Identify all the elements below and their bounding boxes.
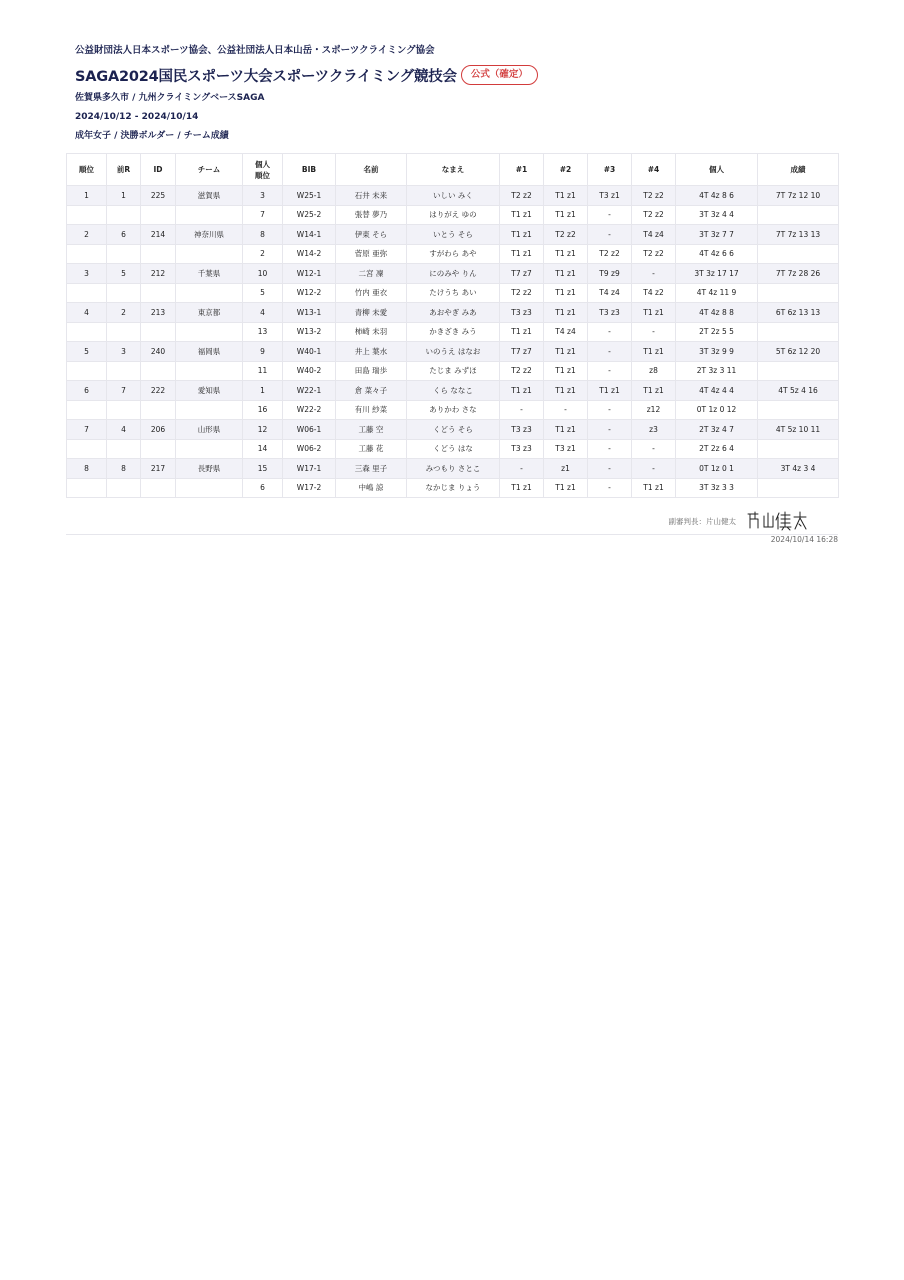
kana-cell: たけうち あい	[407, 283, 500, 303]
problem-4-cell: T2 z2	[632, 186, 676, 206]
name-cell: 井上 葉水	[336, 342, 407, 362]
problem-1-cell: T1 z1	[500, 225, 544, 245]
problem-4-cell: T1 z1	[632, 381, 676, 401]
problem-3-cell: -	[588, 420, 632, 440]
table-row	[67, 342, 839, 362]
name-cell: 柿崎 未羽	[336, 322, 407, 342]
prev-rank-cell	[107, 322, 141, 342]
rank-cell	[67, 283, 107, 303]
id-cell	[141, 244, 176, 264]
kana-cell: あおやぎ みあ	[407, 303, 500, 323]
bib-cell: W12-1	[283, 264, 336, 284]
problem-2-cell: T1 z1	[544, 303, 588, 323]
individual-score-cell: 2T 3z 4 7	[676, 420, 758, 440]
problem-1-cell: -	[500, 400, 544, 420]
team-cell: 愛知県	[176, 381, 243, 401]
table-row	[67, 186, 839, 206]
title-row	[75, 64, 855, 86]
rank-cell	[67, 361, 107, 381]
team-cell	[176, 322, 243, 342]
individual-rank-cell: 16	[243, 400, 283, 420]
name-cell: 張替 夢乃	[336, 205, 407, 225]
kana-cell: みつもり さとこ	[407, 459, 500, 479]
team-result-cell	[758, 322, 839, 342]
team-cell	[176, 478, 243, 498]
team-cell	[176, 361, 243, 381]
id-cell	[141, 439, 176, 459]
table-row	[67, 478, 839, 498]
individual-score-cell: 2T 2z 6 4	[676, 439, 758, 459]
prev-rank-cell: 1	[107, 186, 141, 206]
venue-line: 佐賀県多久市 / 九州クライミングベースSAGA	[75, 93, 265, 103]
bib-cell: W25-1	[283, 186, 336, 206]
problem-2-cell: T3 z1	[544, 439, 588, 459]
problem-2-cell: -	[544, 400, 588, 420]
team-result-cell	[758, 283, 839, 303]
rank-cell: 1	[67, 186, 107, 206]
team-cell: 福岡県	[176, 342, 243, 362]
individual-rank-cell: 13	[243, 322, 283, 342]
organizers-line: 公益財団法人日本スポーツ協会、公益社団法人日本山岳・スポーツクライミング協会	[75, 45, 435, 56]
kana-cell: たじま みずほ	[407, 361, 500, 381]
problem-2-cell: T4 z4	[544, 322, 588, 342]
individual-rank-cell: 9	[243, 342, 283, 362]
individual-rank-cell: 14	[243, 439, 283, 459]
col-problem-4: #4	[632, 154, 676, 186]
problem-3-cell: -	[588, 478, 632, 498]
rank-cell: 2	[67, 225, 107, 245]
problem-2-cell: T1 z1	[544, 420, 588, 440]
prev-rank-cell: 3	[107, 342, 141, 362]
prev-rank-cell	[107, 439, 141, 459]
table-header-row	[67, 154, 839, 186]
col-bib: BIB	[283, 154, 336, 186]
team-result-cell: 7T 7z 28 26	[758, 264, 839, 284]
problem-3-cell: T1 z1	[588, 381, 632, 401]
team-cell: 東京都	[176, 303, 243, 323]
prev-rank-cell: 2	[107, 303, 141, 323]
prev-rank-cell: 6	[107, 225, 141, 245]
team-result-cell	[758, 205, 839, 225]
team-cell: 滋賀県	[176, 186, 243, 206]
problem-4-cell: z8	[632, 361, 676, 381]
bib-cell: W17-1	[283, 459, 336, 479]
name-cell: 菅原 亜弥	[336, 244, 407, 264]
individual-rank-cell: 15	[243, 459, 283, 479]
team-result-cell	[758, 361, 839, 381]
id-cell: 213	[141, 303, 176, 323]
col-individual-rank-line2: 順位	[255, 170, 270, 180]
team-cell: 千葉県	[176, 264, 243, 284]
problem-1-cell: T1 z1	[500, 205, 544, 225]
individual-score-cell: 2T 3z 3 11	[676, 361, 758, 381]
name-cell: 倉 菜々子	[336, 381, 407, 401]
problem-3-cell: -	[588, 439, 632, 459]
problem-4-cell: z3	[632, 420, 676, 440]
problem-2-cell: T1 z1	[544, 186, 588, 206]
category-line: 成年女子 / 決勝ボルダー / チーム成績	[75, 131, 229, 141]
prev-rank-cell	[107, 205, 141, 225]
problem-3-cell: -	[588, 400, 632, 420]
team-result-cell	[758, 244, 839, 264]
bib-cell: W17-2	[283, 478, 336, 498]
problem-1-cell: T1 z1	[500, 478, 544, 498]
problem-4-cell: -	[632, 322, 676, 342]
team-cell	[176, 439, 243, 459]
individual-rank-cell: 3	[243, 186, 283, 206]
kana-cell: すがわら あや	[407, 244, 500, 264]
name-cell: 工藤 空	[336, 420, 407, 440]
name-cell: 青柳 未愛	[336, 303, 407, 323]
prev-rank-cell	[107, 478, 141, 498]
individual-score-cell: 3T 3z 7 7	[676, 225, 758, 245]
team-cell	[176, 205, 243, 225]
signature-area	[66, 508, 838, 535]
prev-rank-cell: 8	[107, 459, 141, 479]
problem-1-cell: T1 z1	[500, 244, 544, 264]
bib-cell: W12-2	[283, 283, 336, 303]
kana-cell: くら ななこ	[407, 381, 500, 401]
prev-rank-cell: 7	[107, 381, 141, 401]
problem-4-cell: -	[632, 439, 676, 459]
problem-2-cell: T1 z1	[544, 342, 588, 362]
problem-1-cell: T2 z2	[500, 361, 544, 381]
problem-3-cell: -	[588, 322, 632, 342]
id-cell	[141, 322, 176, 342]
problem-4-cell: z12	[632, 400, 676, 420]
problem-1-cell: T2 z2	[500, 186, 544, 206]
problem-1-cell: T3 z3	[500, 439, 544, 459]
table-row	[67, 439, 839, 459]
problem-1-cell: T1 z1	[500, 322, 544, 342]
rank-cell	[67, 322, 107, 342]
rank-cell: 3	[67, 264, 107, 284]
kana-cell: いしい みく	[407, 186, 500, 206]
problem-3-cell: T4 z4	[588, 283, 632, 303]
table-row	[67, 322, 839, 342]
individual-score-cell: 4T 4z 4 4	[676, 381, 758, 401]
team-result-cell	[758, 439, 839, 459]
team-result-cell: 7T 7z 13 13	[758, 225, 839, 245]
individual-score-cell: 3T 3z 3 3	[676, 478, 758, 498]
team-cell: 長野県	[176, 459, 243, 479]
kana-cell: ありかわ さな	[407, 400, 500, 420]
id-cell: 214	[141, 225, 176, 245]
team-cell	[176, 244, 243, 264]
kana-cell: くどう そら	[407, 420, 500, 440]
table-row	[67, 283, 839, 303]
rank-cell: 4	[67, 303, 107, 323]
rank-cell	[67, 478, 107, 498]
prev-rank-cell: 5	[107, 264, 141, 284]
problem-3-cell: -	[588, 361, 632, 381]
individual-score-cell: 0T 1z 0 12	[676, 400, 758, 420]
name-cell: 伊東 そら	[336, 225, 407, 245]
team-result-cell	[758, 400, 839, 420]
col-result: 成績	[758, 154, 839, 186]
problem-1-cell: T7 z7	[500, 342, 544, 362]
name-cell: 竹内 亜衣	[336, 283, 407, 303]
table-row	[67, 303, 839, 323]
bib-cell: W14-2	[283, 244, 336, 264]
kana-cell: はりがえ ゆの	[407, 205, 500, 225]
bib-cell: W25-2	[283, 205, 336, 225]
rank-cell: 8	[67, 459, 107, 479]
bib-cell: W22-1	[283, 381, 336, 401]
problem-1-cell: T7 z7	[500, 264, 544, 284]
problem-2-cell: T1 z1	[544, 244, 588, 264]
bib-cell: W22-2	[283, 400, 336, 420]
document-header	[75, 44, 855, 143]
individual-rank-cell: 10	[243, 264, 283, 284]
col-individual-rank-line1: 個人	[255, 159, 270, 169]
handwritten-signature	[746, 508, 808, 532]
prev-rank-cell	[107, 400, 141, 420]
kana-cell: いのうえ はなお	[407, 342, 500, 362]
individual-score-cell: 4T 4z 6 6	[676, 244, 758, 264]
problem-3-cell: T3 z3	[588, 303, 632, 323]
individual-rank-cell: 4	[243, 303, 283, 323]
bib-cell: W06-2	[283, 439, 336, 459]
table-row	[67, 459, 839, 479]
problem-3-cell: -	[588, 459, 632, 479]
results-table	[66, 153, 839, 498]
individual-rank-cell: 5	[243, 283, 283, 303]
name-cell: 有川 紗菜	[336, 400, 407, 420]
bib-cell: W14-1	[283, 225, 336, 245]
individual-rank-cell: 2	[243, 244, 283, 264]
table-row	[67, 264, 839, 284]
problem-4-cell: -	[632, 264, 676, 284]
individual-score-cell: 3T 3z 4 4	[676, 205, 758, 225]
problem-3-cell: T3 z1	[588, 186, 632, 206]
rank-cell	[67, 400, 107, 420]
team-cell	[176, 283, 243, 303]
problem-1-cell: T3 z3	[500, 420, 544, 440]
kana-cell: なかじま りょう	[407, 478, 500, 498]
id-cell: 206	[141, 420, 176, 440]
problem-2-cell: T1 z1	[544, 478, 588, 498]
rank-cell: 6	[67, 381, 107, 401]
individual-score-cell: 4T 4z 11 9	[676, 283, 758, 303]
team-result-cell	[758, 478, 839, 498]
individual-rank-cell: 12	[243, 420, 283, 440]
problem-3-cell: T9 z9	[588, 264, 632, 284]
problem-1-cell: T2 z2	[500, 283, 544, 303]
id-cell: 225	[141, 186, 176, 206]
event-title: SAGA2024国民スポーツ大会スポーツクライミング競技会	[75, 68, 457, 85]
rank-cell	[67, 205, 107, 225]
problem-3-cell: -	[588, 205, 632, 225]
name-cell: 二宮 凜	[336, 264, 407, 284]
problem-4-cell: T4 z2	[632, 283, 676, 303]
col-problem-3: #3	[588, 154, 632, 186]
col-rank: 順位	[67, 154, 107, 186]
col-prev-rank: 前R	[107, 154, 141, 186]
prev-rank-cell	[107, 244, 141, 264]
kana-cell: かきざき みう	[407, 322, 500, 342]
id-cell: 212	[141, 264, 176, 284]
individual-score-cell: 3T 3z 9 9	[676, 342, 758, 362]
dates-line: 2024/10/12 - 2024/10/14	[75, 112, 199, 122]
name-cell: 工藤 花	[336, 439, 407, 459]
problem-4-cell: T2 z2	[632, 205, 676, 225]
problem-2-cell: T1 z1	[544, 361, 588, 381]
problem-4-cell: T1 z1	[632, 303, 676, 323]
table-row	[67, 400, 839, 420]
table-row	[67, 361, 839, 381]
col-name: 名前	[336, 154, 407, 186]
col-problem-2: #2	[544, 154, 588, 186]
problem-3-cell: -	[588, 342, 632, 362]
table-row	[67, 205, 839, 225]
individual-score-cell: 4T 4z 8 6	[676, 186, 758, 206]
team-result-cell: 4T 5z 4 16	[758, 381, 839, 401]
kana-cell: にのみや りん	[407, 264, 500, 284]
table-row	[67, 381, 839, 401]
col-individual: 個人	[676, 154, 758, 186]
problem-1-cell: -	[500, 459, 544, 479]
individual-score-cell: 2T 2z 5 5	[676, 322, 758, 342]
col-problem-1: #1	[500, 154, 544, 186]
bib-cell: W40-1	[283, 342, 336, 362]
rank-cell	[67, 244, 107, 264]
bib-cell: W06-1	[283, 420, 336, 440]
individual-rank-cell: 1	[243, 381, 283, 401]
col-individual-rank	[243, 154, 283, 186]
prev-rank-cell: 4	[107, 420, 141, 440]
problem-3-cell: T2 z2	[588, 244, 632, 264]
kana-cell: いとう そら	[407, 225, 500, 245]
table-row	[67, 420, 839, 440]
problem-1-cell: T1 z1	[500, 381, 544, 401]
team-cell: 神奈川県	[176, 225, 243, 245]
name-cell: 石井 未来	[336, 186, 407, 206]
bib-cell: W13-1	[283, 303, 336, 323]
problem-4-cell: T1 z1	[632, 342, 676, 362]
team-cell	[176, 400, 243, 420]
team-result-cell: 6T 6z 13 13	[758, 303, 839, 323]
id-cell: 240	[141, 342, 176, 362]
team-cell: 山形県	[176, 420, 243, 440]
col-kana: なまえ	[407, 154, 500, 186]
problem-2-cell: T1 z1	[544, 205, 588, 225]
team-result-cell: 5T 6z 12 20	[758, 342, 839, 362]
id-cell	[141, 205, 176, 225]
individual-rank-cell: 11	[243, 361, 283, 381]
individual-score-cell: 4T 4z 8 8	[676, 303, 758, 323]
problem-2-cell: T2 z2	[544, 225, 588, 245]
name-cell: 中嶋 諒	[336, 478, 407, 498]
id-cell	[141, 400, 176, 420]
problem-4-cell: T1 z1	[632, 478, 676, 498]
id-cell	[141, 361, 176, 381]
individual-rank-cell: 7	[243, 205, 283, 225]
individual-rank-cell: 6	[243, 478, 283, 498]
problem-2-cell: T1 z1	[544, 264, 588, 284]
status-badge: 公式（確定）	[461, 65, 538, 85]
problem-3-cell: -	[588, 225, 632, 245]
name-cell: 田島 瑞歩	[336, 361, 407, 381]
table-row	[67, 225, 839, 245]
rank-cell: 5	[67, 342, 107, 362]
col-team: チーム	[176, 154, 243, 186]
problem-2-cell: T1 z1	[544, 283, 588, 303]
problem-2-cell: z1	[544, 459, 588, 479]
kana-cell: くどう はな	[407, 439, 500, 459]
signature-label: 副審判長：片山健太	[668, 517, 736, 526]
id-cell	[141, 283, 176, 303]
rank-cell	[67, 439, 107, 459]
problem-1-cell: T3 z3	[500, 303, 544, 323]
id-cell: 217	[141, 459, 176, 479]
prev-rank-cell	[107, 361, 141, 381]
team-result-cell: 4T 5z 10 11	[758, 420, 839, 440]
individual-rank-cell: 8	[243, 225, 283, 245]
problem-4-cell: -	[632, 459, 676, 479]
bib-cell: W13-2	[283, 322, 336, 342]
prev-rank-cell	[107, 283, 141, 303]
col-id: ID	[141, 154, 176, 186]
team-result-cell: 3T 4z 3 4	[758, 459, 839, 479]
name-cell: 三森 里子	[336, 459, 407, 479]
problem-2-cell: T1 z1	[544, 381, 588, 401]
team-result-cell: 7T 7z 12 10	[758, 186, 839, 206]
id-cell	[141, 478, 176, 498]
bib-cell: W40-2	[283, 361, 336, 381]
rank-cell: 7	[67, 420, 107, 440]
table-row	[67, 244, 839, 264]
individual-score-cell: 0T 1z 0 1	[676, 459, 758, 479]
timestamp: 2024/10/14 16:28	[770, 535, 838, 544]
problem-4-cell: T4 z4	[632, 225, 676, 245]
id-cell: 222	[141, 381, 176, 401]
problem-4-cell: T2 z2	[632, 244, 676, 264]
individual-score-cell: 3T 3z 17 17	[676, 264, 758, 284]
